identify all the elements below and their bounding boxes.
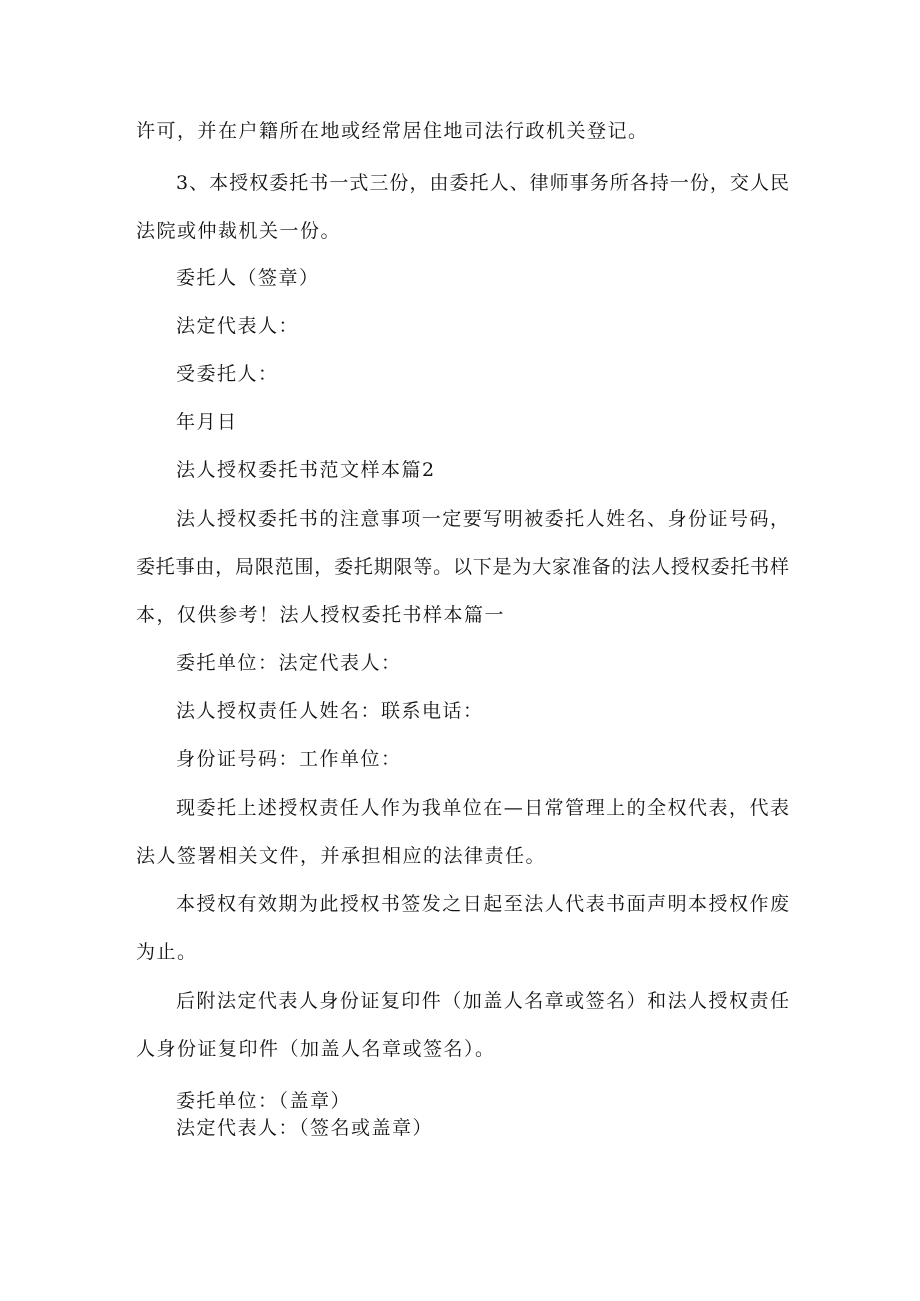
text-line: 为止。 [136, 941, 198, 963]
text-line: 后附法定代表人身份证复印件（加盖人名章或签名）和法人授权责任 [176, 990, 789, 1012]
text-line: 本，仅供参考！法人授权委托书样本篇一 [136, 604, 506, 626]
text-line: 人身份证复印件（加盖人名章或签名）。 [136, 1038, 496, 1060]
text-line: 法院或仲裁机关一份。 [136, 220, 342, 242]
text-line: 委托单位：（盖章） [176, 1090, 352, 1112]
text-line: 法人授权委托书的注意事项一定要写明被委托人姓名、身份证号码， [176, 508, 789, 530]
section-heading: 法人授权委托书范文样本篇2 [176, 459, 436, 481]
text-line: 年月日 [176, 411, 238, 433]
text-line: 法人授权责任人姓名：联系电话： [176, 700, 484, 722]
text-line: 许可，并在户籍所在地或经常居住地司法行政机关登记。 [136, 120, 649, 142]
text-line: 委托单位：法定代表人： [176, 652, 402, 674]
text-line: 委托人（签章） [176, 267, 320, 289]
text-line: 法定代表人：（签名或盖章） [176, 1117, 434, 1139]
text-line: 委托事由，局限范围，委托期限等。以下是为大家准备的法人授权委托书样 [136, 556, 789, 578]
text-line: 法人签署相关文件，并承担相应的法律责任。 [136, 845, 547, 867]
text-line: 身份证号码：工作单位： [176, 748, 402, 770]
text-line: 本授权有效期为此授权书签发之日起至法人代表书面声明本授权作废 [176, 893, 789, 915]
text-line: 现委托上述授权责任人作为我单位在—日常管理上的全权代表，代表 [176, 797, 789, 819]
text-line: 3、本授权委托书一式三份，由委托人、律师事务所各持一份，交人民 [176, 172, 789, 194]
text-line: 法定代表人： [176, 315, 300, 337]
text-line: 受委托人： [176, 363, 279, 385]
